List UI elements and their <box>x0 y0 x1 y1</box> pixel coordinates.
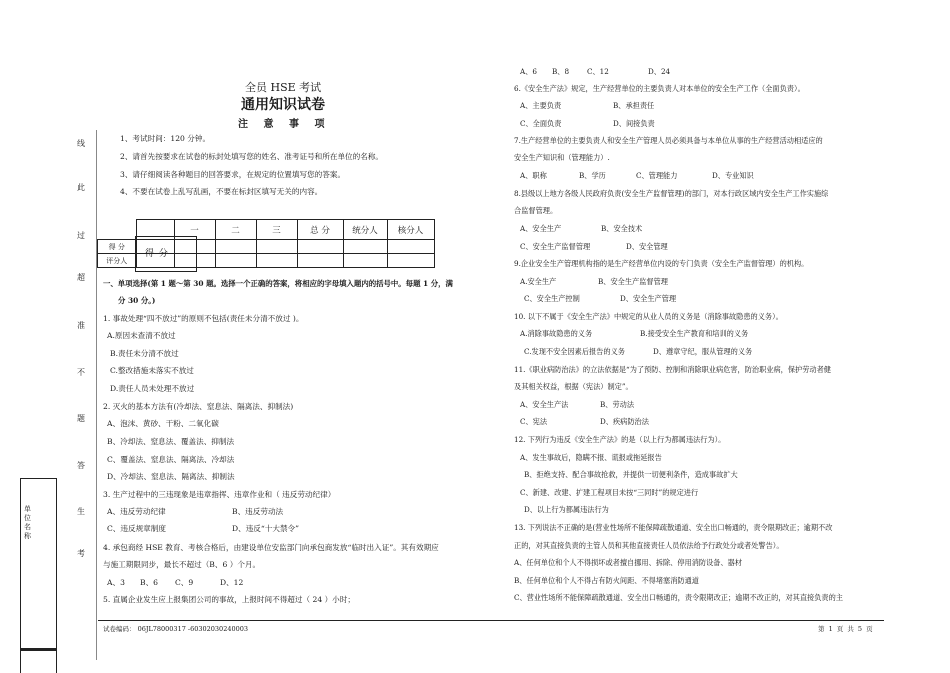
q9-option-a: A.安全生产 <box>520 277 557 286</box>
q11-option-a: A、安全生产法 <box>520 400 569 409</box>
q10-option-c: C.发现不安全因素后报告的义务 <box>524 347 625 356</box>
q7-text-cont: 安全生产知识和（管理能力）. <box>514 153 610 162</box>
side-seal-char: 考 <box>77 549 85 558</box>
side-seal-char: 不 <box>77 368 85 377</box>
q13-text-cont: 正的，对其直接负责的主管人员和其他直接责任人员依法给予行政处分或者处警告）。 <box>514 541 784 550</box>
q7-text: 7.生产经营单位的主要负责人和安全生产管理人员必须具备与本单位从事的生产经营活动相适应的 <box>514 136 823 145</box>
unit-box <box>20 478 57 650</box>
q3-option-a: A、违反劳动纪律 <box>107 507 166 516</box>
q12-option-c: C、新建、改建、扩建工程项目未按“三同时”的规定进行 <box>520 488 699 497</box>
footer-rule <box>98 620 884 621</box>
q8-option-c: C、安全生产监督管理 <box>520 242 591 251</box>
q11-option-c: C、宪法 <box>520 417 548 426</box>
q2-text: 2. 灭火的基本方法有(冷却法、窒息法、隔离法、抑制法) <box>103 402 294 411</box>
q7-option-d: D、专业知识 <box>712 171 754 180</box>
section1-heading: 一、单项选择(第 1 题～第 30 题。选择一个正确的答案，将相应的字母填入题内的括号中。每题 1 分，满 <box>103 279 453 288</box>
score-box-label: 得 分 <box>145 249 169 259</box>
q5-text: 5. 直属企业发生应上报集团公司的事故，上报时间不得超过（ 24 ）小时； <box>103 595 355 604</box>
q2-option-c: C、覆盖法、窒息法、隔离法、冷却法 <box>107 455 235 464</box>
page-number: 第 1 页 共 5 页 <box>818 625 873 633</box>
unit-name-label: 单位名称 <box>24 505 31 540</box>
q13-option-a: A、任何单位和个人不得损坏或者擅自挪用、拆除、停用消防设备、器材 <box>514 558 743 567</box>
q8-option-d: D、安全管理 <box>626 242 668 251</box>
q11-option-d: D、疾病防治法 <box>600 417 649 426</box>
q5-option-a: A、6 <box>520 67 537 76</box>
q8-option-b: B、安全技术 <box>601 224 643 233</box>
q9-option-b: B、安全生产监督管理 <box>598 277 668 286</box>
side-seal-char: 题 <box>77 414 85 423</box>
q7-option-c: C、管理能力 <box>636 171 678 180</box>
score-col-2: 二 <box>215 220 256 240</box>
q12-text: 12. 下列行为违反《安全生产法》的是（以上行为都属违法行为）。 <box>514 435 726 444</box>
q2-option-b: B、冷却法、窒息法、覆盖法、抑制法 <box>107 437 235 446</box>
q13-text: 13. 下列说法不正确的是(营业性场所不能保障疏散通道、安全出口畅通的，责令限期改正；逾期不改 <box>514 523 833 532</box>
q12-option-a: A、发生事故后，隐瞒不报、谎报或拖延报告 <box>520 453 662 462</box>
q10-text: 10. 以下不属于《安全生产法》中规定的从业人员的义务是（消除事故隐患的义务）。 <box>514 312 783 321</box>
score-col-tally: 统分人 <box>343 220 387 240</box>
notice-title: 注 意 事 项 <box>238 119 325 130</box>
q7-option-b: B、学历 <box>579 171 606 180</box>
q6-option-b: B、承担责任 <box>613 101 655 110</box>
unit-divider <box>20 648 56 649</box>
instruction-4: 4、不要在试卷上乱写乱画，不要在标封区填写无关的内容。 <box>120 187 323 196</box>
q11-text: 11.《职业病防治法》的立法依据是“为了预防、控制和消除职业病危害，防治职业病，保护劳动者健 <box>514 365 831 374</box>
q6-option-d: D、间接负责 <box>613 119 655 128</box>
q8-text: 8.县级以上地方各级人民政府负责(安全生产监督管理)的部门，对本行政区域内安全生产工作实施综 <box>514 189 829 198</box>
side-seal-char: 答 <box>77 461 85 470</box>
score-col-3: 三 <box>256 220 297 240</box>
q4-option-b: B、6 <box>140 578 159 587</box>
q9-text: 9.企业安全生产管理机构指的是生产经营单位内设的专门负责（安全生产监督管理）的机构。 <box>514 259 809 268</box>
q4-text: 4. 承包商经 HSE 教育、考核合格后，由建设单位安监部门向承包商发放“临时出入证”。其有效期应 <box>103 543 439 552</box>
q5-option-b: B、8 <box>552 67 570 76</box>
q3-text: 3. 生产过程中的三违现象是违章指挥、违章作业和（ 违反劳动纪律） <box>103 490 336 499</box>
q1-option-a: A.原因未查清不放过 <box>107 331 176 340</box>
q3-option-d: D、违反“十大禁令” <box>232 524 300 533</box>
grader-row-label: 评分人 <box>98 254 137 268</box>
q4-option-a: A、3 <box>107 578 125 587</box>
side-seal-char: 生 <box>77 507 85 516</box>
paper-code: 试卷编码： 06JL78000317 -60302030240003 <box>103 625 249 633</box>
q1-option-c: C.整改措施未落实不放过 <box>110 366 194 375</box>
q12-option-d: D、以上行为都属违法行为 <box>524 505 609 514</box>
binding-line <box>96 130 97 660</box>
q4-option-d: D、12 <box>220 578 244 587</box>
section1-heading-cont: 分 30 分。) <box>118 296 156 305</box>
q8-text-cont: 合监督管理。 <box>514 206 558 215</box>
q10-option-a: A.消除事故隐患的义务 <box>520 329 593 338</box>
score-col-1: 一 <box>174 220 215 240</box>
instruction-3: 3、请仔细阅读各种题目的回答要求，在规定的位置填写您的答案。 <box>120 170 346 179</box>
score-row-label: 得 分 <box>98 240 137 254</box>
q11-text-cont: 及其相关权益，根据（宪法）制定”。 <box>514 382 633 391</box>
side-seal-char: 过 <box>77 231 85 240</box>
q4-text-cont: 与施工期限同步，最长不超过（B、6 ）个月。 <box>103 560 261 569</box>
exam-title: 通用知识试卷 <box>241 97 325 113</box>
q9-option-c: C、安全生产控制 <box>524 294 580 303</box>
score-col-check: 核分人 <box>387 220 434 240</box>
side-seal-char: 此 <box>77 183 85 192</box>
q10-option-d: D、遵章守纪，服从管理的义务 <box>653 347 753 356</box>
q13-option-b: B、任何单位和个人不得占有防火间距、不得堵塞消防通道 <box>514 576 699 585</box>
q1-text: 1. 事故处理“四不放过”的原则不包括(责任未分清不放过 )。 <box>103 314 304 323</box>
q10-option-b: B.接受安全生产教育和培训的义务 <box>640 329 749 338</box>
unit-box-2 <box>20 650 57 673</box>
q13-option-c: C、营业性场所不能保障疏散通道、安全出口畅通的，责令限期改正；逾期不改正的，对其直接负责的主 <box>514 593 843 602</box>
q8-option-a: A、安全生产 <box>520 224 562 233</box>
q7-option-a: A、职称 <box>520 171 547 180</box>
q6-option-c: C、全面负责 <box>520 119 562 128</box>
q5-option-c: C、12 <box>587 67 609 76</box>
exam-line1: 全员 HSE 考试 <box>245 81 322 94</box>
side-seal-char: 超 <box>77 273 85 282</box>
q3-option-b: B、违反劳动法 <box>232 507 284 516</box>
instruction-1: 1、考试时间：120 分钟。 <box>120 134 211 143</box>
q11-option-b: B、劳动法 <box>600 400 635 409</box>
q2-option-a: A、泡沫、黄砂、干粉、二氧化碳 <box>107 419 219 428</box>
side-seal-char: 准 <box>77 321 85 330</box>
instruction-2: 2、请首先按要求在试卷的标封处填写您的姓名、准考证号和所在单位的名称。 <box>120 152 384 161</box>
q1-option-d: D.责任人员未处理不放过 <box>110 384 195 393</box>
q9-option-d: D、安全生产管理 <box>620 294 677 303</box>
q6-option-a: A、主要负责 <box>520 101 562 110</box>
q1-option-b: B.责任未分清不放过 <box>110 349 179 358</box>
side-seal-char: 线 <box>77 139 85 148</box>
q4-option-c: C、9 <box>175 578 194 587</box>
q12-option-b: B、拒绝支持、配合事故抢救，并提供一切便利条件，造成事故扩大 <box>524 470 738 479</box>
q2-option-d: D、冷却法、窒息法、隔离法、抑制法 <box>107 472 235 481</box>
score-col-total: 总 分 <box>297 220 343 240</box>
q3-option-c: C、违反规章制度 <box>107 524 166 533</box>
q6-text: 6.《安全生产法》规定，生产经营单位的主要负责人对本单位的安全生产工作（全面负责）。 <box>514 84 805 93</box>
q5-option-d: D、24 <box>648 67 671 76</box>
